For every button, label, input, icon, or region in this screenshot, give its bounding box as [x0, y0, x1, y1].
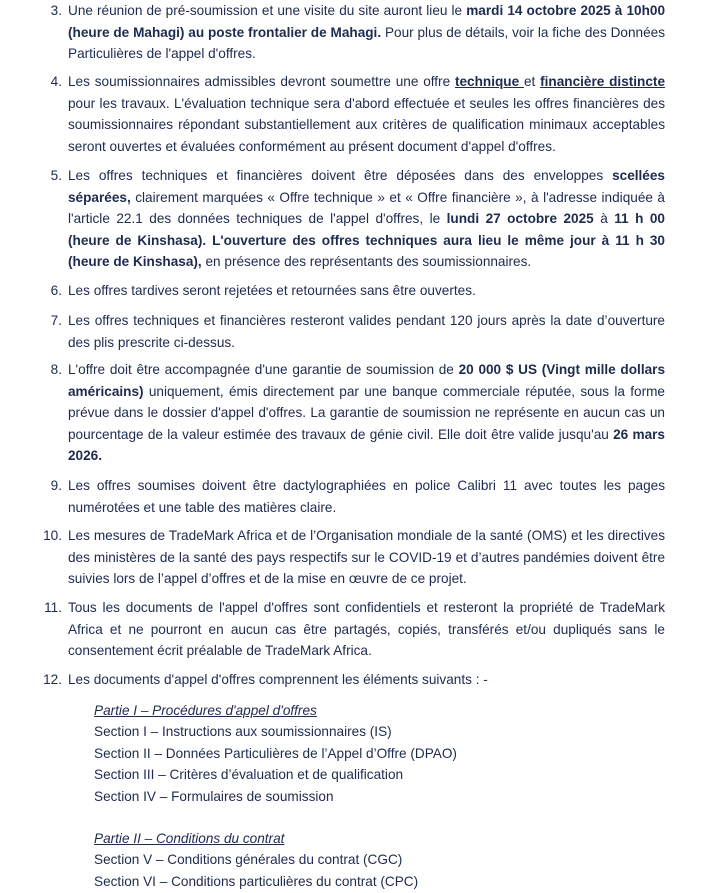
- bold-text: lundi 27 octobre 2025: [446, 211, 594, 226]
- item-text: [68, 525, 665, 590]
- text-run: L'offre doit être accompagnée d'une garantie de soumission de: [68, 362, 459, 377]
- item-number: 7.: [50, 313, 62, 328]
- text-run: clairement marquées « Offre technique » et « Offre financière », à l'adresse indiquée à l'article 22.1 des données techniques de l'appel d'offres, le: [68, 189, 665, 226]
- item-number: 11.: [44, 600, 62, 615]
- item-number: 6.: [50, 283, 62, 298]
- text-run: Les offres techniques et financières doivent être déposées dans des enveloppes: [68, 168, 613, 183]
- section-line: Section IV – Formulaires de soumission: [94, 789, 334, 804]
- part1-heading: Partie I – Procédures d'appel d'offres: [94, 703, 317, 718]
- text-run: Une réunion de pré-soumission et une visite du site auront lieu le: [68, 3, 467, 18]
- section-line: Section V – Conditions générales du contrat (CGC): [94, 852, 403, 867]
- bold-text: 26 mars 2026.: [68, 426, 665, 463]
- text-run: Les documents d'appel d'offres comprennent les éléments suivants : -: [68, 672, 488, 687]
- section-line: Section VI – Conditions particulières du contrat (CPC): [94, 874, 419, 889]
- text-run: uniquement, émis directement par une banque commerciale réputée, sous la forme prévue dans le dossier d'appel d'offres. La garantie de soumission ne représente en aucun cas un pourcentage de la valeur estimée des travaux de génie civil. Elle doit être valide jusqu'au: [68, 383, 665, 442]
- text-run: Les offres tardives seront rejetées et retournées sans être ouvertes.: [68, 283, 476, 298]
- item-number: 10.: [43, 528, 62, 543]
- item-text: [68, 597, 665, 662]
- item-text: [68, 71, 665, 157]
- text-run: et: [523, 74, 541, 89]
- text-run: Les soumissionnaires admissibles devront soumettre une offre: [68, 74, 455, 89]
- bold-text: scellées séparées,: [68, 168, 665, 205]
- text-run: Les offres techniques et financières resteront valides pendant 120 jours après la date d’ouverture des plis prescrite ci-dessus.: [68, 313, 665, 350]
- text-run: pour les travaux. L'évaluation technique sera d'abord effectuée et seules les offres financières des soumissionnaires répondant substantiellement aux critères de qualification minimaux acceptables seront ouvertes et évaluées conformément au présent document d'appel d'offres.: [68, 95, 665, 154]
- section-line: Section II – Données Particulières de l’Appel d’Offre (DPAO): [94, 746, 457, 761]
- item-text: [68, 310, 665, 353]
- item-number: 12.: [43, 672, 62, 687]
- item-number: 3.: [50, 3, 62, 18]
- item-text: [68, 280, 665, 302]
- text-run: Tous les documents de l'appel d'offres sont confidentiels et resteront la propriété de TradeMark Africa et ne pourront en aucun cas être partagés, copiés, transférés et/ou dupliqués sans le consentement écrit préalable de TradeMark Africa.: [68, 600, 665, 658]
- item-number: 4.: [50, 74, 62, 89]
- item-text: [68, 359, 665, 467]
- text-run: à: [593, 211, 615, 226]
- part2-heading: Partie II – Conditions du contrat: [94, 831, 285, 846]
- item-number: 5.: [50, 168, 62, 183]
- item-number: 9.: [50, 478, 62, 493]
- item-number: 8.: [50, 362, 62, 377]
- text-run: en présence des représentants des soumissionnaires.: [201, 254, 532, 269]
- section-line: Section I – Instructions aux soumissionnaires (IS): [94, 724, 392, 739]
- underlined-text: financière distincte: [540, 74, 666, 89]
- text-run: Les offres soumises doivent être dactylographiées en police Calibri 11 avec toutes les pages numérotées et une table des matières claire.: [68, 478, 665, 515]
- text-run: Les mesures de TradeMark Africa et de l’Organisation mondiale de la santé (OMS) et les directives des ministères de la santé des pays respectifs sur le COVID-19 et d’autres pandémies doivent être suivies lors de l’appel d’offres et de la mise en œuvre de ce projet.: [68, 528, 665, 586]
- section-line: Section III – Critères d’évaluation et de qualification: [94, 767, 404, 782]
- text-run: Pour plus de détails, voir la fiche des Données Particulières de l'appel d'offres.: [68, 24, 665, 61]
- bold-text: mardi 14 octobre 2025 à 10h00 (heure de Mahagi) au poste frontalier de Mahagi.: [68, 3, 666, 40]
- underlined-text: technique: [454, 74, 524, 89]
- bold-text: 20 000 $ US (Vingt mille dollars américains): [68, 362, 666, 399]
- item-text: [68, 0, 665, 65]
- item-text: [68, 165, 665, 273]
- item-text: [68, 475, 665, 518]
- item-text: [68, 669, 665, 691]
- bold-text: 11 h 00 (heure de Kinshasa). L'ouverture des offres techniques aura lieu le même jour à 11 h 30 (heure de Kinshasa),: [68, 211, 665, 269]
